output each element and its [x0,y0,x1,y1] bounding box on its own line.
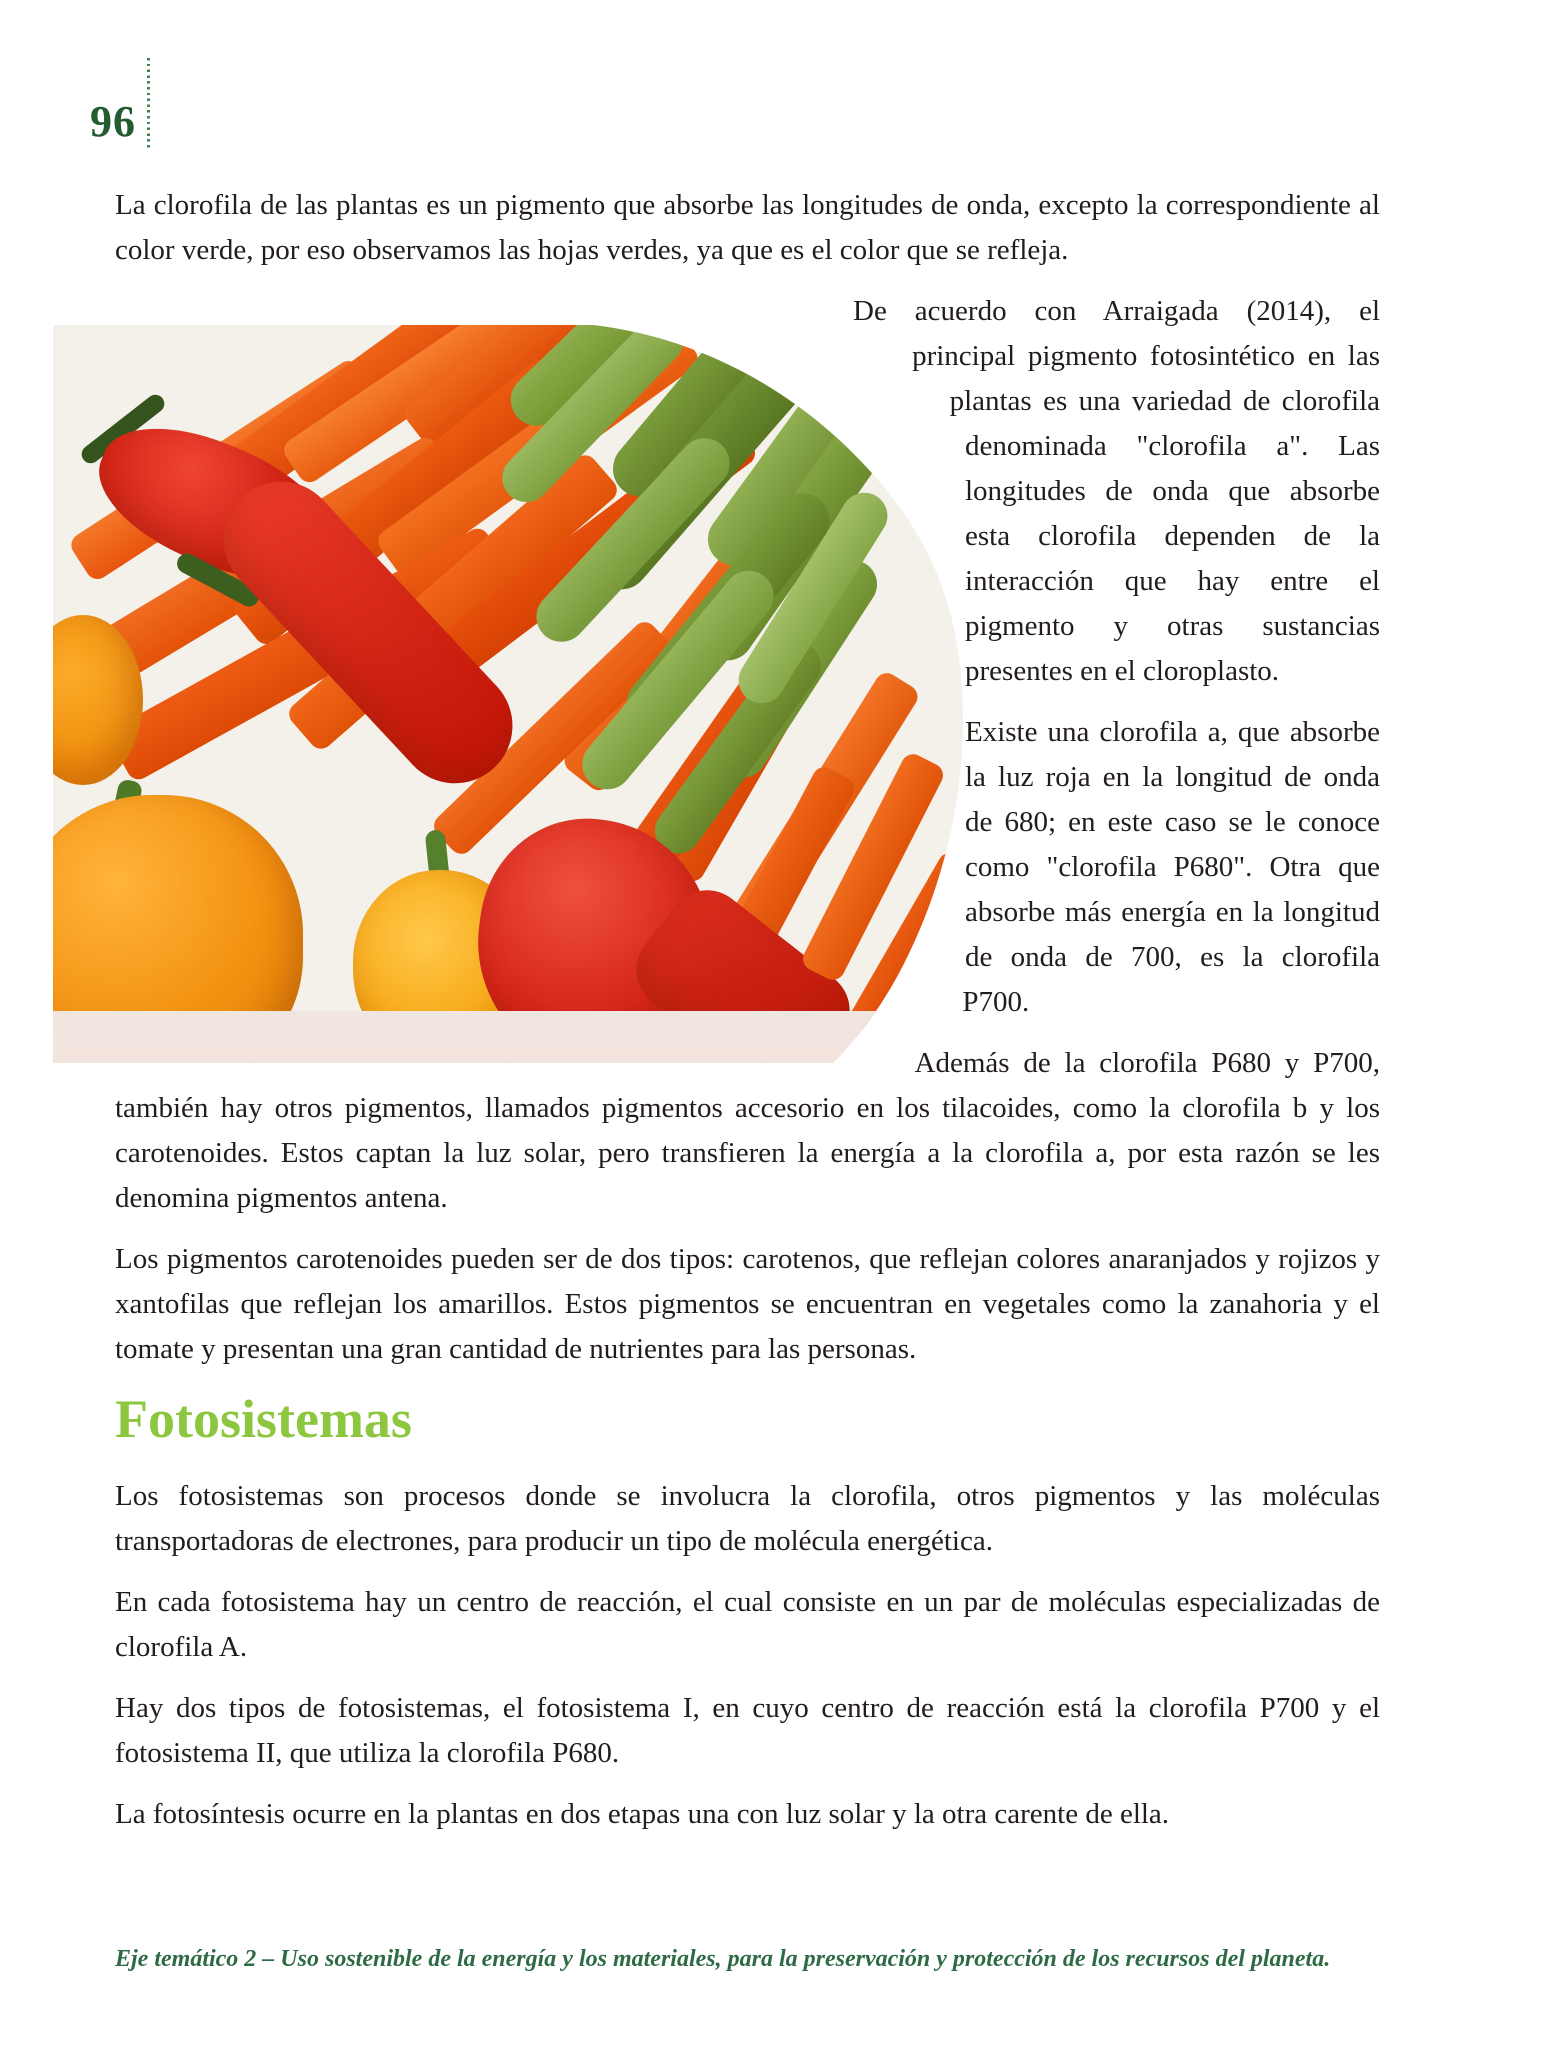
intro-paragraph: La clorofila de las plantas es un pigmento que absorbe las longitudes de onda, excepto la correspondiente al color verde, por eso observamos las hojas verdes, ya que es el color que se refleja. [115,189,1380,266]
centro-reaccion-paragraph: En cada fotosistema hay un centro de reacción, el cual consiste en un par de moléculas especializadas de clorofila A. [115,1586,1380,1663]
section-heading-fotosistemas: Fotosistemas [115,1389,412,1449]
footer-theme-line: Eje temático 2 – Uso sostenible de la energía y los materiales, para la preservación y protección de los recursos del planeta. [115,1946,1331,1972]
tipos-fotosistemas-paragraph: Hay dos tipos de fotosistemas, el fotosistema I, en cuyo centro de reacción está la clorofila P700 y el fotosistema II, que utiliza la clorofila P680. [115,1692,1380,1769]
clorofila-p680-paragraph: Existe una clorofila a, que absorbe la luz roja en la longitud de onda de 680; en este caso se le conoce como "clorofila P680". Otra que absorbe más energía en la longitud de onda de 700, es la clorofila P700. [962,716,1380,1018]
arraigada-paragraph: De acuerdo con Arraigada (2014), el principal pigmento fotosintético en las plantas es una variedad de clorofila denominada "clorofila a". Las longitudes de onda que absorbe esta clorofila dependen de la interacción que hay entre el pigmento y otras sustancias presentes en el cloroplasto. [853,295,1380,687]
orange-pepper [23,615,143,785]
fotosistemas-definicion-paragraph: Los fotosistemas son procesos donde se involucra la clorofila, otros pigmentos y las moléculas transportadoras de electrones, para producir un tipo de molécula energética. [115,1480,1380,1557]
fotosintesis-etapas-paragraph: La fotosíntesis ocurre en la plantas en dos etapas una con luz solar y la otra carente de ella. [115,1798,1170,1830]
vegetables-photo [53,325,965,1063]
carotenoides-paragraph: Los pigmentos carotenoides pueden ser de dos tipos: carotenos, que reflejan colores anaranjados y rojizos y xantofilas que reflejan los amarillos. Estos pigmentos se encuentran en vegetales como la zanahoria y el tomate y presentan una gran cantidad de nutrientes para las personas. [115,1243,1380,1365]
plate-edge [53,1011,965,1063]
pigmentos-accesorios-paragraph: Además de la clorofila P680 y P700, también hay otros pigmentos, llamados pigmentos accesorio en los tilacoides, como la clorofila b y los carotenoides. Estos captan la luz solar, pero transfieren la energía a la clorofila a, por esta razón se les denomina pigmentos antena. [115,1047,1380,1214]
page-number-dotted-rule [147,58,150,150]
page-content [115,183,1380,1853]
page-number: 96 [90,97,136,146]
